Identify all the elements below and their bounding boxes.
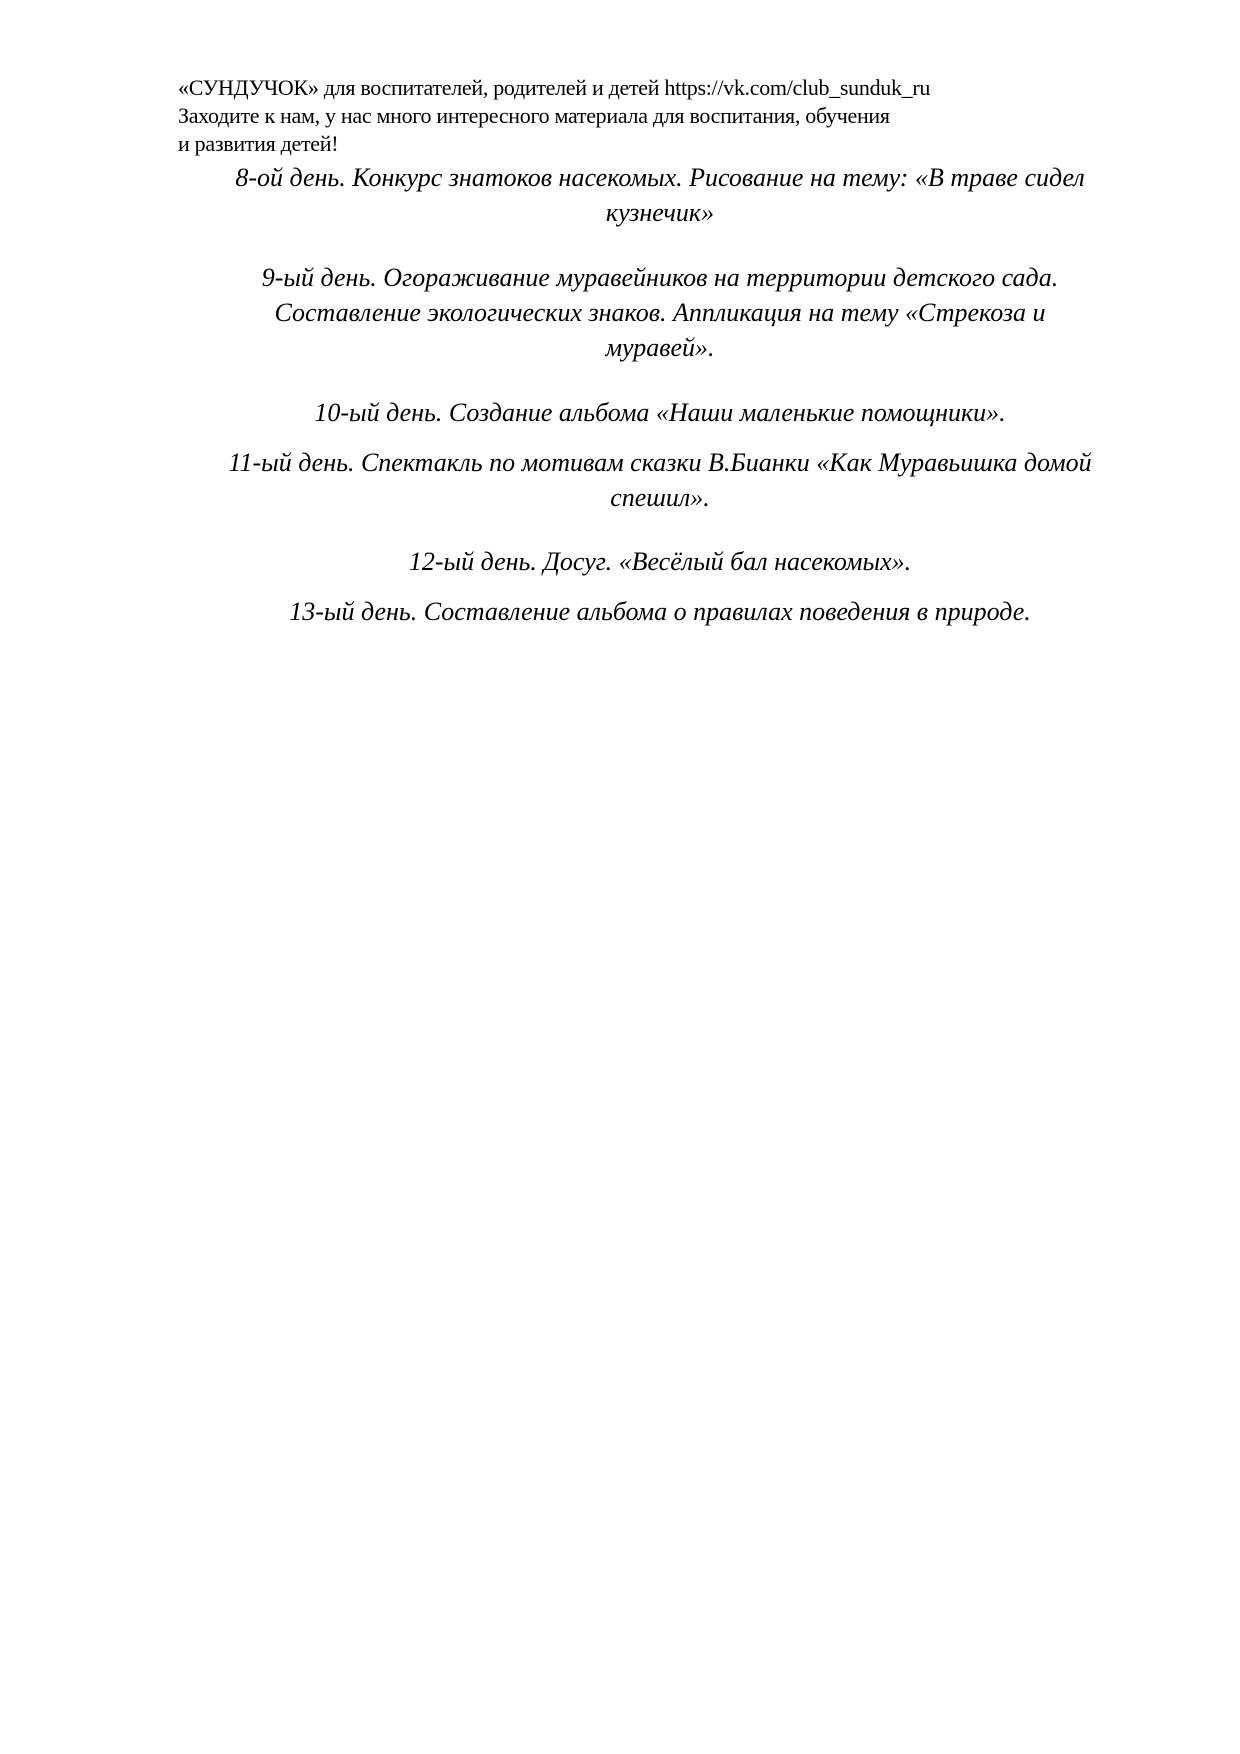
entry-day-13 bbox=[160, 594, 1160, 629]
header-line-site: «СУНДУЧОК» для воспитателей, родителей и детей https://vk.com/club_sunduk_ru bbox=[178, 75, 931, 100]
entry-day-9 bbox=[160, 260, 1160, 365]
entry-line: 13-ый день. Составление альбома о правилах поведения в природе. bbox=[289, 597, 1031, 626]
entry-line: Составление экологических знаков. Аппликация на тему «Стрекоза и bbox=[274, 298, 1046, 327]
entry-day-12 bbox=[160, 544, 1160, 579]
entry-line: кузнечик» bbox=[605, 198, 715, 227]
entry-line: 9-ый день. Огораживание муравейников на территории детского сада. bbox=[261, 263, 1059, 292]
entry-line: 12-ый день. Досуг. «Весёлый бал насекомых». bbox=[408, 547, 912, 576]
entry-line: 10-ый день. Создание альбома «Наши маленькие помощники». bbox=[314, 398, 1006, 427]
entry-line: 8-ой день. Конкурс знатоков насекомых. Рисование на тему: «В траве сидел bbox=[235, 163, 1085, 192]
entry-day-10 bbox=[160, 395, 1160, 430]
entry-line: 11-ый день. Спектакль по мотивам сказки В.Бианки «Как Муравьишка домой bbox=[228, 448, 1092, 477]
entry-line: муравей». bbox=[605, 333, 715, 362]
entry-day-11 bbox=[160, 445, 1160, 515]
entry-day-8 bbox=[160, 160, 1160, 230]
header-line-invite-end: и развития детей! bbox=[178, 131, 339, 156]
header-line-invite: Заходите к нам, у нас много интересного материала для воспитания, обучения bbox=[178, 103, 890, 128]
page-header bbox=[178, 74, 1078, 158]
entry-line: спешил». bbox=[610, 483, 710, 512]
